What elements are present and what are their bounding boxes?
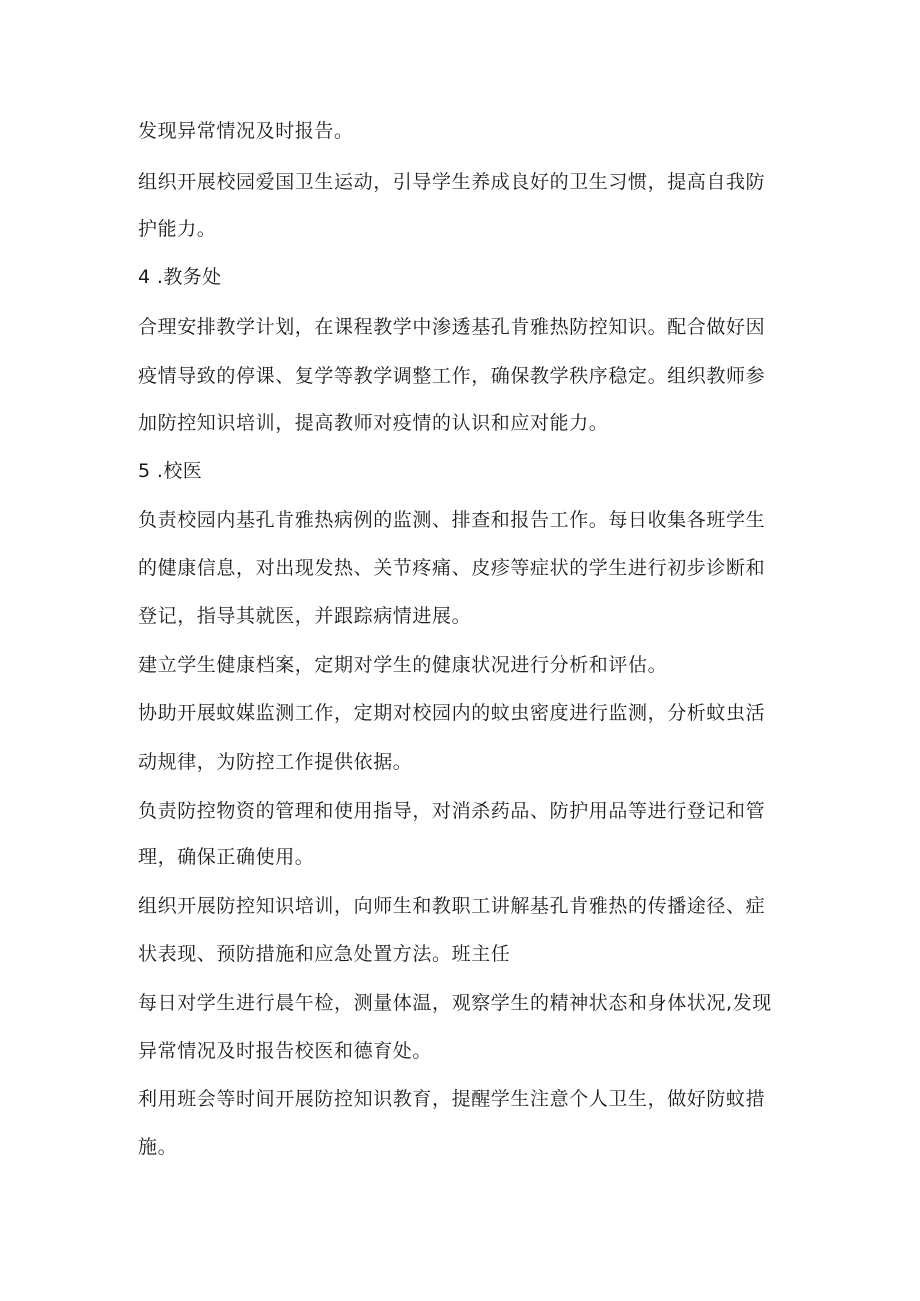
paragraph-line: 负责校园内基孔肯雅热病例的监测、排查和报告工作。每日收集各班学生 [138,509,766,531]
paragraph-line: 负责防控物资的管理和使用指导，对消杀药品、防护用品等进行登记和管 [138,800,766,822]
paragraph-line: 施。 [138,1136,178,1158]
section-heading: 4 .教务处 [138,266,222,288]
paragraph-line: 动规律，为防控工作提供依据。 [138,751,413,773]
paragraph-line: 组织开展校园爱国卫生运动，引导学生养成良好的卫生习惯，提高自我防 [138,171,766,193]
paragraph-line: 发现异常情况及时报告。 [138,120,354,142]
paragraph-line: 利用班会等时间开展防控知识教育，提醒学生注意个人卫生，做好防蚊措 [138,1088,766,1110]
paragraph-line: 合理安排教学计划，在课程教学中渗透基孔肯雅热防控知识。配合做好因 [138,316,766,338]
paragraph-line: 建立学生健康档案，定期对学生的健康状况进行分析和评估。 [138,654,668,676]
paragraph-line: 登记，指导其就医，并跟踪病情进展。 [138,605,472,627]
paragraph-line: 疫情导致的停课、复学等教学调整工作，确保教学秩序稳定。组织教师参 [138,365,766,387]
paragraph-line: 协助开展蚊媒监测工作，定期对校园内的蚊虫密度进行监测，分析蚊虫活 [138,702,766,724]
paragraph-line: 的健康信息，对出现发热、关节疼痛、皮疹等症状的学生进行初步诊断和 [138,557,766,579]
section-heading: 5 .校医 [138,460,203,482]
paragraph-line: 每日对学生进行晨午检，测量体温，观察学生的精神状态和身体状况,发现 [138,992,772,1014]
paragraph-line: 护能力。 [138,218,217,240]
paragraph-line: 加防控知识培训，提高教师对疫情的认识和应对能力。 [138,412,609,434]
paragraph-line: 异常情况及时报告校医和德育处。 [138,1040,433,1062]
paragraph-line: 状表现、预防措施和应急处置方法。班主任 [138,943,511,965]
paragraph-line: 理，确保正确使用。 [138,846,315,868]
paragraph-line: 组织开展防控知识培训，向师生和教职工讲解基孔肯雅热的传播途径、症 [138,895,766,917]
